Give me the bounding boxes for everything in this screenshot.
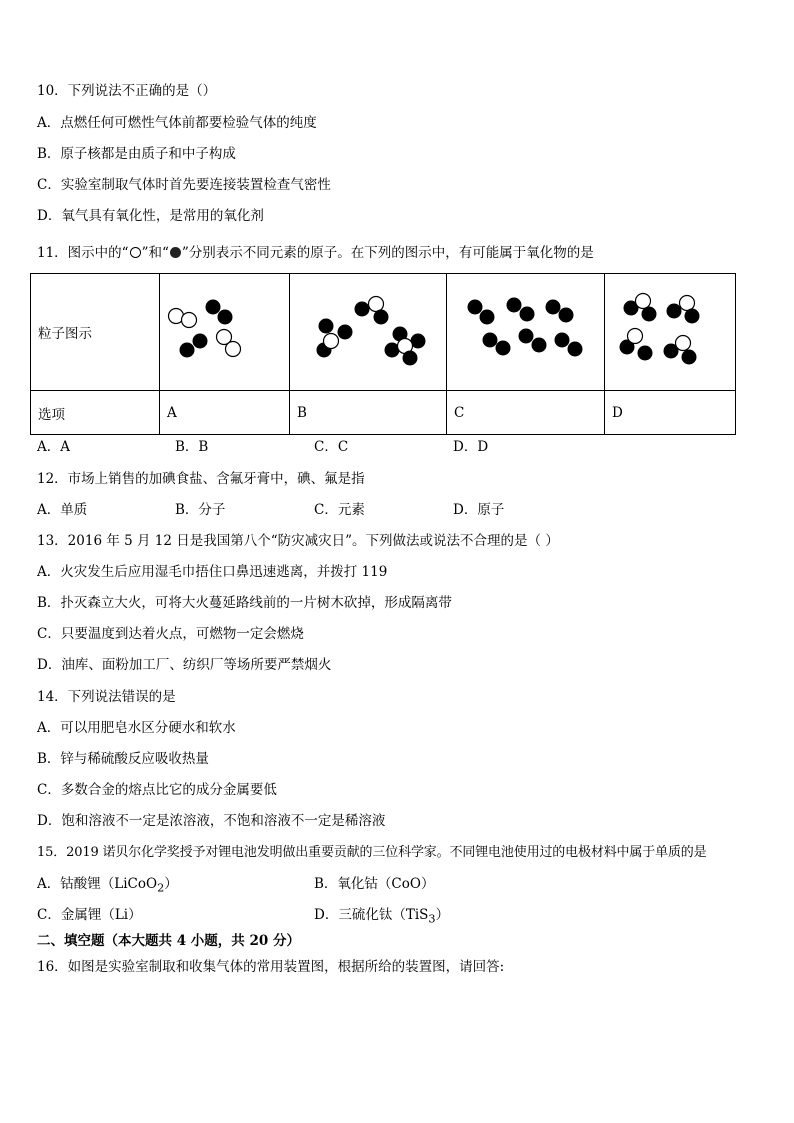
q14-option-b: B．锌与稀硫酸反应吸收热量 — [37, 751, 209, 767]
particle-diagram-a — [160, 274, 288, 386]
q10-option-d: D．氧气具有氧化性，是常用的氧化剂 — [37, 208, 264, 224]
q16-stem: 16．如图是实验室制取和收集气体的常用装置图，根据所给的装置图，请回答: — [37, 959, 505, 975]
q13-option-b: B．扑灭森立大火，可将大火蔓延路线前的一片树木砍掉，形成隔离带 — [37, 595, 452, 611]
q10-option-a: A．点燃任何可燃性气体前都要检验气体的纯度 — [37, 115, 317, 131]
black-atom-icon — [170, 247, 181, 258]
q11-stem-mid: ”和“ — [141, 245, 169, 261]
q11-option-c: C．C — [314, 439, 349, 455]
q14-option-c: C．多数合金的熔点比它的成分金属要低 — [37, 782, 277, 798]
q13-option-c: C．只要温度到达着火点，可燃物一定会燃烧 — [37, 626, 304, 642]
q11-stem — [37, 244, 594, 262]
q15-option-d-tail: ） — [435, 907, 450, 923]
q15-option-a-tail: ） — [164, 876, 178, 892]
diagram-c — [447, 274, 605, 391]
q14-stem: 14．下列说法错误的是 — [37, 689, 176, 705]
q14-option-d: D．饱和溶液不一定是浓溶液，不饱和溶液不一定是稀溶液 — [37, 813, 386, 829]
q11-option-d: D．D — [453, 439, 489, 455]
particle-diagram-c — [447, 274, 604, 386]
q11-stem-suffix: ”分别表示不同元素的原子。在下列的图示中，有可能属于氧化物的是 — [181, 245, 594, 261]
q12-option-d: D．原子 — [453, 502, 505, 518]
diagram-b — [290, 274, 447, 391]
q11-option-a: A．A — [37, 439, 70, 455]
q15-option-a — [37, 875, 178, 898]
q10-option-b: B．原子核都是由质子和中子构成 — [37, 146, 236, 162]
q15-option-d — [314, 906, 449, 929]
particle-diagram-b — [290, 274, 446, 386]
q13-option-d: D．油库、面粉加工厂、纺织厂等场所要严禁烟火 — [37, 657, 332, 673]
diagram-d — [605, 274, 736, 391]
q12-stem: 12．市场上销售的加碘食盐、含氟牙膏中，碘、氟是指 — [37, 471, 365, 487]
section-heading: 二、填空题（本大题共 4 小题，共 20 分） — [37, 933, 300, 949]
q14-option-a: A．可以用肥皂水区分硬水和软水 — [37, 720, 236, 736]
q15-option-c: C．金属锂（Li） — [37, 907, 142, 923]
column-label-a: A — [160, 391, 290, 435]
q15-option-d-subscript: 3 — [428, 912, 436, 926]
column-label-d: D — [605, 391, 736, 435]
q11-stem-prefix: 11．图示中的“ — [37, 245, 129, 261]
row-label-options: 选项 — [31, 391, 160, 435]
q12-option-c: C．元素 — [314, 502, 365, 518]
q15-option-d-text: D．三硫化钛（TiS — [314, 907, 429, 923]
q12-option-b: B．分子 — [175, 502, 226, 518]
q10-stem: 10．下列说法不正确的是（） — [37, 83, 217, 99]
particle-diagram-d — [605, 274, 735, 386]
q12-option-a: A．单质 — [37, 502, 88, 518]
diagram-a — [160, 274, 290, 391]
particle-diagram-table — [30, 273, 736, 435]
q10-option-c: C．实验室制取气体时首先要连接装置检查气密性 — [37, 177, 331, 193]
column-label-c: C — [447, 391, 605, 435]
q13-stem: 13．2016 年 5 月 12 日是我国第八个“防灾减灾日”。下列做法或说法不合理的是（ ） — [37, 533, 559, 549]
white-atom-icon — [130, 247, 141, 258]
q13-option-a: A．火灾发生后应用湿毛巾捂住口鼻迅速逃离，并拨打 119 — [37, 564, 388, 580]
q15-option-a-subscript: 2 — [157, 881, 165, 895]
column-label-b: B — [290, 391, 447, 435]
q15-stem: 15．2019 诺贝尔化学奖授予对锂电池发明做出重要贡献的三位科学家。不同锂电池使用过的电极材料中属于单质的是 — [37, 845, 707, 860]
q11-option-b: B．B — [175, 439, 209, 455]
q15-option-b: B．氧化钴（CoO） — [314, 876, 435, 892]
q15-option-a-text: A．钴酸锂（LiCoO — [37, 876, 158, 892]
row-label-particles: 粒子图示 — [31, 274, 160, 391]
